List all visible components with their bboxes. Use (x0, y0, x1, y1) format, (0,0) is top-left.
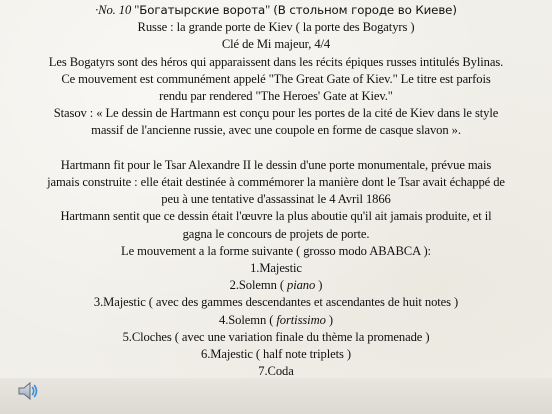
line-mouvement: Ce mouvement est communément appelé "The Great Gate of Kiev." Le titre est parfois (61, 71, 491, 86)
blank-line (0, 140, 552, 157)
title-quote-open: " (131, 3, 140, 17)
line-forme: Le mouvement a la forme suivante ( grosso modo ABABCA ): (121, 243, 431, 258)
title-russian-subtitle: (В стольном городе во Киеве) (273, 3, 457, 17)
line-stasov-2: massif de l'ancienne russie, avec une coupole en forme de casque slavon ». (91, 123, 461, 138)
line-hartmann-5: gagna le concours de projets de porte. (182, 226, 370, 241)
list-item-number: 7. (258, 364, 268, 379)
list-item-number: 3. (93, 295, 104, 310)
list-item-paren-open: ( (279, 278, 284, 293)
list-item-label: Solemn (228, 312, 270, 327)
list-item (0, 294, 552, 311)
line-bogatyrs: Les Bogatyrs sont des héros qui apparaissent dans les récits épiques russes intitulés Bylinas. (48, 54, 504, 69)
line-hartmann-3: peu à une tentative d'assassinat le 4 Avril 1866 (161, 192, 391, 207)
list-item-paren-close: ) (318, 278, 323, 293)
list-item (0, 346, 552, 363)
line-stasov-1: Stasov : « Le dessin de Hartmann est conçu pour les portes de la cité de Kiev dans le style (53, 106, 499, 121)
slide-title (0, 2, 552, 19)
speaker-icon (16, 380, 40, 402)
list-item (0, 312, 552, 329)
line-rendu: rendu par rendered "The Heroes' Gate at Kiev." (159, 89, 393, 104)
list-item-label: Majestic ( half note triplets ) (210, 347, 351, 362)
list-item-number: 2. (229, 278, 239, 293)
list-item (0, 329, 552, 346)
title-quote-close: " (265, 3, 274, 17)
title-number: ·No. 10 (95, 3, 132, 17)
list-item-number: 1. (250, 261, 260, 276)
list-item-label: Majestic ( avec des gammes descendantes et ascendantes de huit notes ) (103, 295, 459, 310)
list-item-number: 5. (122, 329, 132, 344)
list-item-dynamic: fortissimo (276, 312, 326, 327)
audio-play-button[interactable] (16, 380, 40, 402)
line-hartmann-2: jamais construite : elle était destinée à commémorer la manière dont le Tsar avait échappé de (47, 175, 505, 190)
line-hartmann-4: Hartmann sentit que ce dessin était l'œuvre la plus aboutie qu'il ait jamais produite, et il (60, 209, 492, 224)
list-item-label: Cloches ( avec une variation finale du thème la promenade ) (131, 329, 430, 344)
list-item-dynamic: piano (287, 278, 316, 293)
list-item-number: 6. (201, 347, 211, 362)
list-item-label: Coda (267, 364, 294, 379)
list-item-paren-open: ( (269, 312, 274, 327)
line-hartmann-1: Hartmann fit pour le Tsar Alexandre II le dessin d'une porte monumentale, prévue mais (60, 157, 492, 172)
line-russe: Russe : la grande porte de Kiev ( la porte des Bogatyrs ) (137, 20, 415, 35)
line-key: Clé de Mi majeur, 4/4 (221, 37, 331, 52)
list-item-label: Solemn (238, 278, 280, 293)
list-item-paren-close: ) (328, 312, 333, 327)
list-item-number: 4. (219, 312, 229, 327)
slide-text (0, 2, 552, 380)
list-item-label: Majestic (259, 261, 302, 276)
bottom-bar (0, 378, 552, 414)
list-item (0, 260, 552, 277)
list-item (0, 277, 552, 294)
title-russian: Богатырские ворота (139, 3, 266, 17)
